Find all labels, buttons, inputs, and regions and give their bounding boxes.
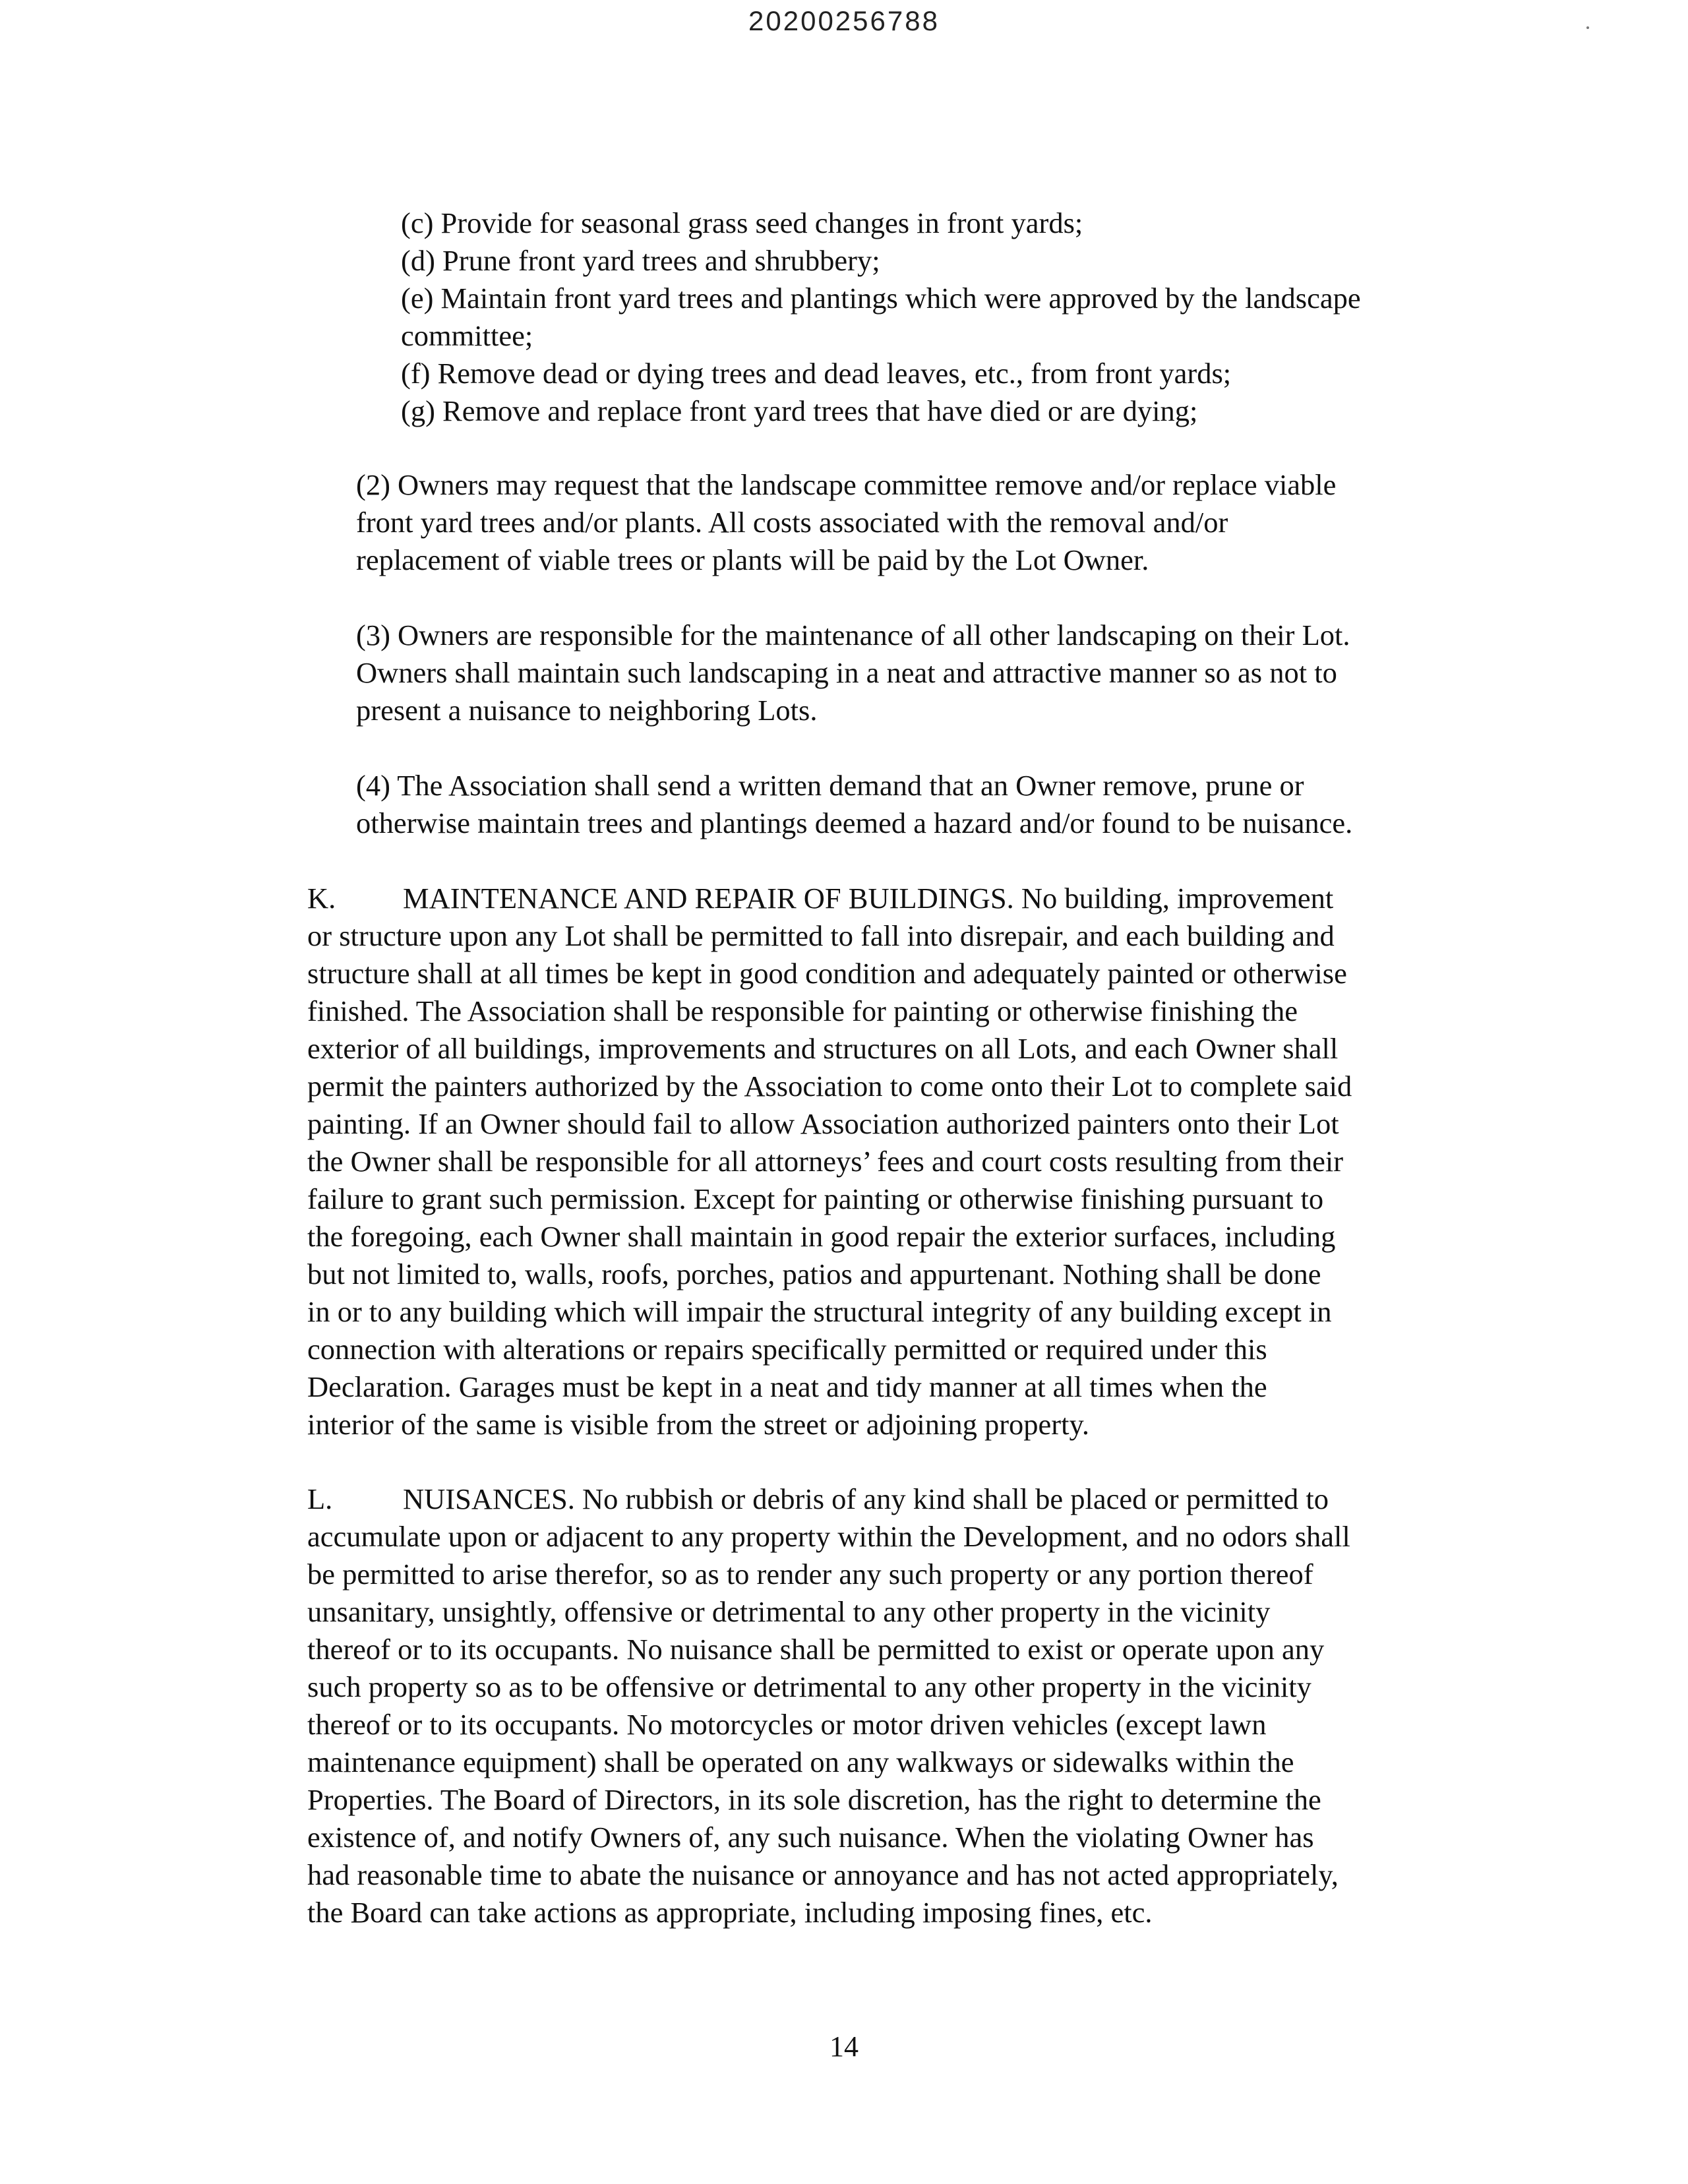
text-line: existence of, and notify Owners of, any such nuisance. When the violating Owner has	[307, 1821, 1314, 1854]
text-line: Owners shall maintain such landscaping in a neat and attractive manner so as not to	[356, 656, 1337, 689]
paragraph-3	[356, 617, 1350, 729]
text-line: thereof or to its occupants. No nuisance shall be permitted to exist or operate upon any	[307, 1633, 1325, 1666]
list-item: (d) Prune front yard trees and shrubbery;	[401, 244, 880, 277]
text-line: permit the painters authorized by the Association to come onto their Lot to complete said	[307, 1070, 1352, 1103]
text-line: present a nuisance to neighboring Lots.	[356, 694, 818, 727]
section-k	[307, 880, 1352, 1443]
page-number: 14	[829, 2030, 859, 2063]
text-line: the Board can take actions as appropriate, including imposing fines, etc.	[307, 1896, 1153, 1929]
text-line: had reasonable time to abate the nuisance or annoyance and has not acted appropriately,	[307, 1858, 1339, 1891]
list-item-continuation: committee;	[401, 319, 533, 352]
section-heading-line	[307, 880, 1352, 917]
section-label: L.	[307, 1482, 333, 1515]
text-line: connection with alterations or repairs specifically permitted or required under this	[307, 1333, 1267, 1366]
text-line: maintenance equipment) shall be operated on any walkways or sidewalks within the	[307, 1745, 1294, 1778]
list-item: (c) Provide for seasonal grass seed changes in front yards;	[401, 206, 1083, 239]
text-line: but not limited to, walls, roofs, porches, patios and appurtenant. Nothing shall be done	[307, 1258, 1321, 1290]
text-line: (2) Owners may request that the landscape committee remove and/or replace viable	[356, 468, 1337, 501]
text-line: front yard trees and/or plants. All costs associated with the removal and/or	[356, 506, 1228, 539]
text-line: such property so as to be offensive or detrimental to any other property in the vicinity	[307, 1670, 1311, 1703]
section-first-line: MAINTENANCE AND REPAIR OF BUILDINGS. No building, improvement	[403, 882, 1334, 915]
list-item: (g) Remove and replace front yard trees that have died or are dying;	[401, 394, 1198, 427]
text-line: Properties. The Board of Directors, in its sole discretion, has the right to determine the	[307, 1783, 1321, 1816]
scan-speck	[1586, 26, 1589, 29]
list-item: (e) Maintain front yard trees and plantings which were approved by the landscape	[401, 282, 1361, 315]
text-line: painting. If an Owner should fail to allow Association authorized painters onto their Lot	[307, 1107, 1339, 1140]
text-line: be permitted to arise therefor, so as to render any such property or any portion thereof	[307, 1558, 1313, 1591]
list-item: (f) Remove dead or dying trees and dead leaves, etc., from front yards;	[401, 357, 1232, 390]
text-line: in or to any building which will impair the structural integrity of any building except in	[307, 1295, 1332, 1328]
text-line: interior of the same is visible from the street or adjoining property.	[307, 1408, 1089, 1441]
section-first-line: NUISANCES. No rubbish or debris of any kind shall be placed or permitted to	[403, 1482, 1329, 1515]
text-line: finished. The Association shall be responsible for painting or otherwise finishing the	[307, 994, 1298, 1027]
subsection-list	[401, 204, 1361, 430]
section-label: K.	[307, 882, 336, 915]
text-line: exterior of all buildings, improvements and structures on all Lots, and each Owner shall	[307, 1032, 1339, 1065]
text-line: accumulate upon or adjacent to any property within the Development, and no odors shall	[307, 1520, 1350, 1553]
text-line: (4) The Association shall send a written demand that an Owner remove, prune or	[356, 769, 1304, 802]
text-line: or structure upon any Lot shall be permitted to fall into disrepair, and each building and	[307, 919, 1335, 952]
text-line: the foregoing, each Owner shall maintain in good repair the exterior surfaces, including	[307, 1220, 1336, 1253]
section-heading-line	[307, 1480, 1350, 1518]
text-line: thereof or to its occupants. No motorcycles or motor driven vehicles (except lawn	[307, 1708, 1267, 1741]
text-line: failure to grant such permission. Except for painting or otherwise finishing pursuant to	[307, 1182, 1324, 1215]
text-line: unsanitary, unsightly, offensive or detrimental to any other property in the vicinity	[307, 1595, 1271, 1628]
text-line: replacement of viable trees or plants will be paid by the Lot Owner.	[356, 543, 1149, 576]
paragraph-2	[356, 466, 1336, 579]
paragraph-4	[356, 767, 1352, 842]
text-line: the Owner shall be responsible for all attorneys’ fees and court costs resulting from their	[307, 1145, 1344, 1178]
text-line: structure shall at all times be kept in good condition and adequately painted or otherwise	[307, 957, 1347, 990]
document-number: 20200256788	[748, 5, 940, 36]
text-line: otherwise maintain trees and plantings deemed a hazard and/or found to be nuisance.	[356, 806, 1353, 839]
text-line: (3) Owners are responsible for the maintenance of all other landscaping on their Lot.	[356, 619, 1350, 652]
text-line: Declaration. Garages must be kept in a neat and tidy manner at all times when the	[307, 1370, 1267, 1403]
section-l	[307, 1480, 1350, 1931]
